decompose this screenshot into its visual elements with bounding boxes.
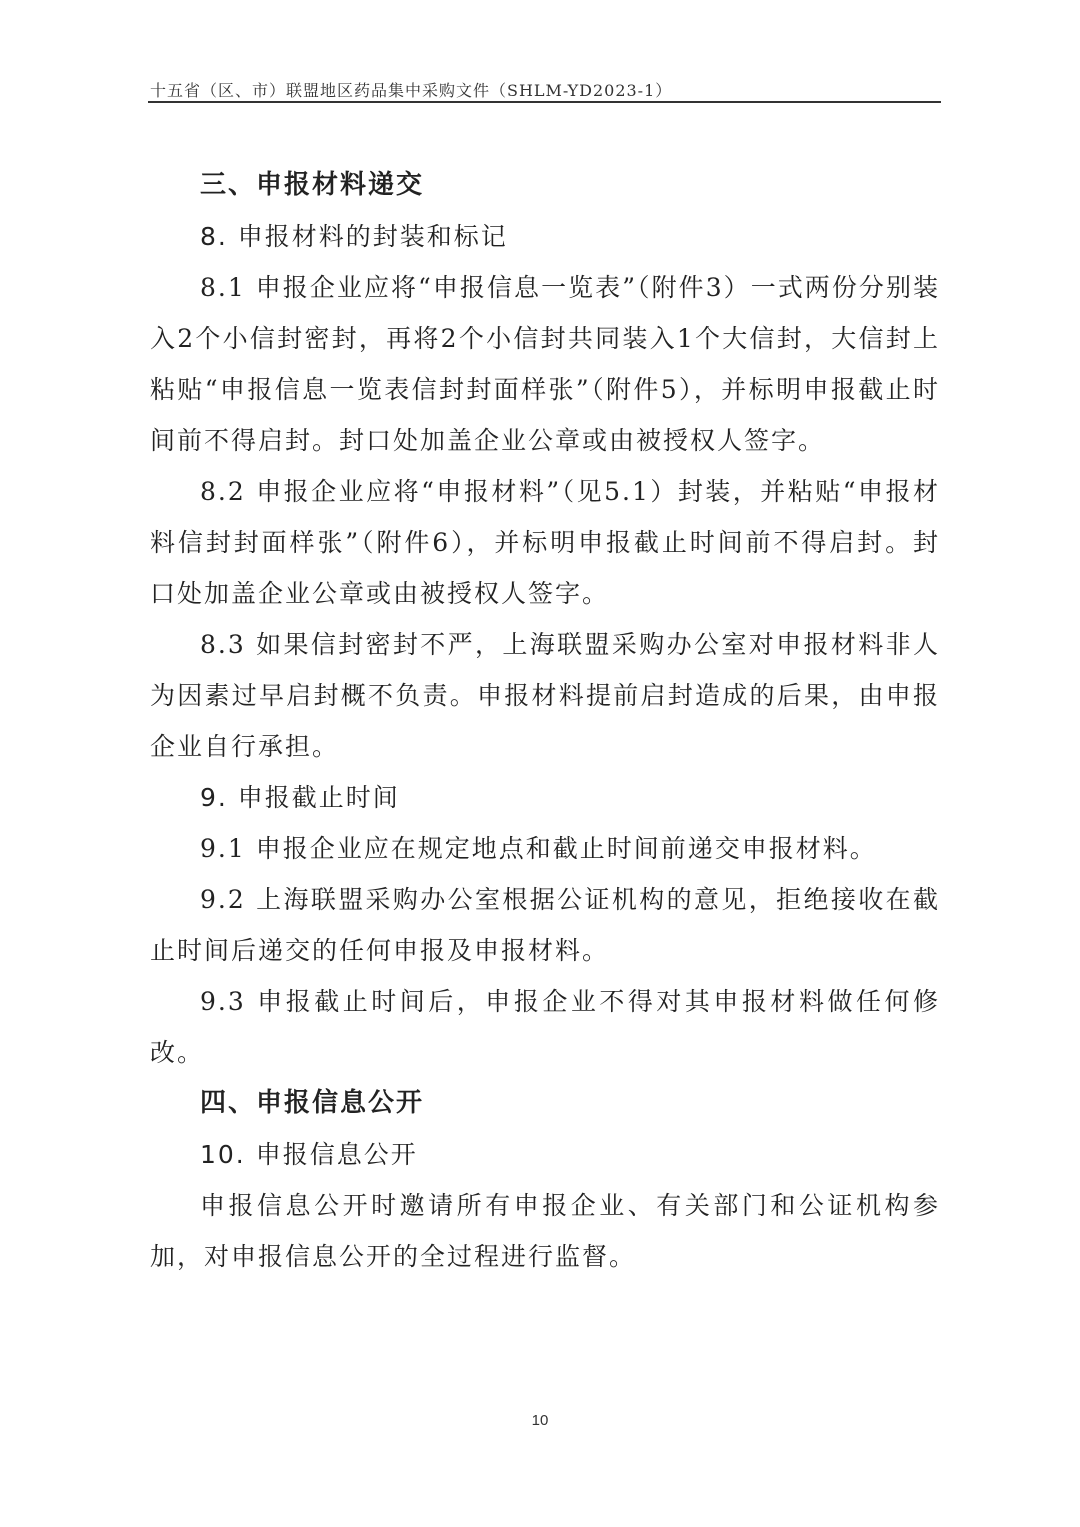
paragraph-8-2: 8.2 申报企业应将“申报材料”（见5.1）封装，并粘贴“申报材料信封封面样张”（附件6），并标明申报截止时间前不得启封。封口处加盖企业公章或由被授权人签字。 <box>150 477 940 608</box>
document-body <box>150 160 940 1282</box>
subsection-heading-10: 10. 申报信息公开 <box>200 1140 418 1169</box>
header-rule <box>148 101 941 103</box>
paragraph-9-2: 9.2 上海联盟采购办公室根据公证机构的意见，拒绝接收在截止时间后递交的任何申报及申报材料。 <box>150 885 940 965</box>
section-heading-3: 三、申报材料递交 <box>200 170 425 200</box>
subsection-heading-8: 8. 申报材料的封装和标记 <box>200 222 508 251</box>
section-heading-4: 四、申报信息公开 <box>200 1088 425 1118</box>
paragraph-10: 申报信息公开时邀请所有申报企业、有关部门和公证机构参加，对申报信息公开的全过程进行监督。 <box>150 1191 940 1271</box>
page-number: 10 <box>531 1412 549 1429</box>
paragraph-9-1: 9.1 申报企业应在规定地点和截止时间前递交申报材料。 <box>200 834 877 863</box>
running-header: 十五省（区、市）联盟地区药品集中采购文件（SHLM-YD2023-1） <box>150 81 673 100</box>
paragraph-8-1: 8.1 申报企业应将“申报信息一览表”（附件3）一式两份分别装入2个小信封密封，再将2个小信封共同装入1个大信封，大信封上粘贴“申报信息一览表信封封面样张”（附件5），并标明申报截止时间前不得启封。封口处加盖企业公章或由被授权人签字。 <box>150 273 940 455</box>
paragraph-8-3: 8.3 如果信封密封不严，上海联盟采购办公室对申报材料非人为因素过早启封概不负责。申报材料提前启封造成的后果，由申报企业自行承担。 <box>150 630 940 761</box>
paragraph-9-3: 9.3 申报截止时间后，申报企业不得对其申报材料做任何修改。 <box>150 987 940 1067</box>
subsection-heading-9: 9. 申报截止时间 <box>200 783 400 812</box>
